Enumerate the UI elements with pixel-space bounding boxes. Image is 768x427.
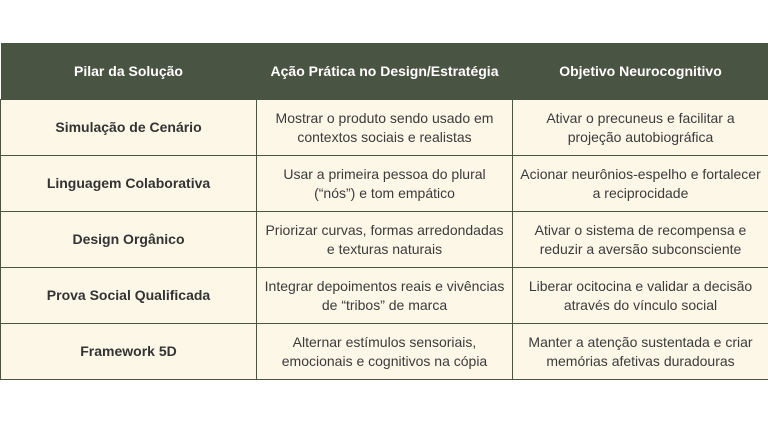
cell-objective: Acionar neurônios-espelho e fortalecer a reciprocidade [513,156,768,212]
cell-action: Integrar depoimentos reais e vivências de “tribos” de marca [257,268,513,324]
cell-pillar: Design Orgânico [1,212,257,268]
cell-action: Mostrar o produto sendo usado em contextos sociais e realistas [257,100,513,156]
header-action: Ação Prática no Design/Estratégia [257,43,513,100]
cell-pillar: Prova Social Qualificada [1,268,257,324]
comparison-table-container [0,43,768,380]
cell-objective: Manter a atenção sustentada e criar memórias afetivas duradouras [513,324,768,380]
comparison-table [0,43,768,380]
header-pillar: Pilar da Solução [1,43,257,100]
cell-action: Priorizar curvas, formas arredondadas e texturas naturais [257,212,513,268]
table-body [1,100,768,380]
header-objective: Objetivo Neurocognitivo [513,43,768,100]
table-row [1,100,768,156]
cell-pillar: Simulação de Cenário [1,100,257,156]
cell-action: Alternar estímulos sensoriais, emocionais e cognitivos na cópia [257,324,513,380]
cell-pillar: Linguagem Colaborativa [1,156,257,212]
cell-objective: Ativar o sistema de recompensa e reduzir a aversão subconsciente [513,212,768,268]
cell-action: Usar a primeira pessoa do plural (“nós”) e tom empático [257,156,513,212]
table-row [1,156,768,212]
header-row [1,43,768,100]
table-header [1,43,768,100]
cell-pillar: Framework 5D [1,324,257,380]
table-row [1,212,768,268]
cell-objective: Liberar ocitocina e validar a decisão através do vínculo social [513,268,768,324]
cell-objective: Ativar o precuneus e facilitar a projeção autobiográfica [513,100,768,156]
table-row [1,324,768,380]
table-row [1,268,768,324]
